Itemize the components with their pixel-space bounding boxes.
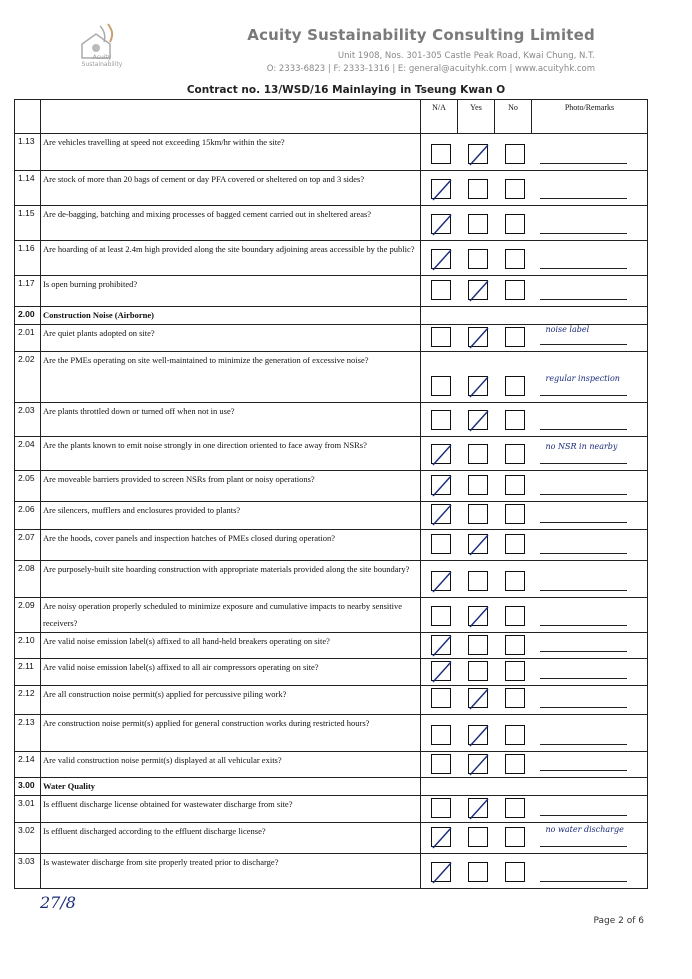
checkbox-no[interactable] bbox=[505, 688, 525, 708]
cell-yes bbox=[458, 134, 495, 171]
handwritten-remark: no NSR in nearby bbox=[545, 442, 618, 451]
section-row bbox=[15, 307, 648, 325]
checkbox-na[interactable] bbox=[431, 280, 451, 300]
checkbox-no[interactable] bbox=[505, 827, 525, 847]
question-text: Are the plants known to emit noise strongly in one direction oriented to face away from NSRs? bbox=[41, 437, 421, 471]
table-row bbox=[15, 686, 648, 715]
checkbox-na[interactable] bbox=[431, 725, 451, 745]
checkbox-no[interactable] bbox=[505, 862, 525, 882]
item-number: 2.12 bbox=[15, 686, 41, 715]
remarks-line[interactable] bbox=[540, 429, 628, 430]
item-number: 2.04 bbox=[15, 437, 41, 471]
item-number: 2.11 bbox=[15, 659, 41, 686]
checkbox-na[interactable] bbox=[431, 862, 451, 882]
cell-na bbox=[421, 276, 458, 307]
item-number: 3.01 bbox=[15, 796, 41, 823]
cell-no bbox=[495, 471, 532, 502]
checkbox-na[interactable] bbox=[431, 376, 451, 396]
cell-na bbox=[421, 403, 458, 437]
cell-yes bbox=[458, 502, 495, 530]
cell-no bbox=[495, 659, 532, 686]
checkbox-yes[interactable] bbox=[468, 214, 488, 234]
header-na: N/A bbox=[421, 100, 458, 134]
cell-no bbox=[495, 633, 532, 659]
checkbox-no[interactable] bbox=[505, 571, 525, 591]
company-address: Unit 1908, Nos. 301-305 Castle Peak Road, Kwai Chung, N.T. bbox=[337, 51, 595, 61]
item-number: 3.02 bbox=[15, 823, 41, 854]
cell-yes bbox=[458, 715, 495, 752]
checkbox-na[interactable] bbox=[431, 661, 451, 681]
remarks-cell bbox=[532, 276, 648, 307]
table-row bbox=[15, 206, 648, 241]
cell-na bbox=[421, 502, 458, 530]
checkbox-no[interactable] bbox=[505, 410, 525, 430]
remarks-cell bbox=[532, 403, 648, 437]
remarks-cell bbox=[532, 715, 648, 752]
item-number: 2.08 bbox=[15, 561, 41, 598]
cell-na bbox=[421, 530, 458, 561]
company-contact: O: 2333-6823 | F: 2333-1316 | E: general@acuityhk.com | www.acuityhk.com bbox=[266, 64, 595, 74]
checkbox-no[interactable] bbox=[505, 661, 525, 681]
remarks-line[interactable] bbox=[540, 299, 628, 300]
table-row bbox=[15, 171, 648, 206]
question-text: Are vehicles travelling at speed not exceeding 15km/hr within the site? bbox=[41, 134, 421, 171]
checkbox-na[interactable] bbox=[431, 410, 451, 430]
cell-na bbox=[421, 598, 458, 633]
table-row bbox=[15, 598, 648, 633]
cell-yes bbox=[458, 530, 495, 561]
item-number: 2.06 bbox=[15, 502, 41, 530]
cell-no bbox=[495, 854, 532, 889]
cell-yes bbox=[458, 403, 495, 437]
remarks-line[interactable] bbox=[540, 590, 628, 591]
checkbox-yes[interactable] bbox=[468, 144, 488, 164]
checkbox-yes[interactable] bbox=[468, 475, 488, 495]
remarks-line[interactable] bbox=[540, 744, 628, 745]
cell-no bbox=[495, 241, 532, 276]
check-mark-icon bbox=[430, 212, 454, 238]
remarks-cell bbox=[532, 796, 648, 823]
question-text: Are valid noise emission label(s) affixed to all air compressors operating on site? bbox=[41, 659, 421, 686]
section-row bbox=[15, 778, 648, 796]
handwritten-remark: no water discharge bbox=[545, 825, 624, 834]
checkbox-na[interactable] bbox=[431, 327, 451, 347]
cell-yes bbox=[458, 171, 495, 206]
remarks-cell bbox=[532, 778, 648, 796]
check-mark-icon bbox=[430, 442, 454, 468]
checkbox-na[interactable] bbox=[431, 798, 451, 818]
checkbox-yes[interactable] bbox=[468, 827, 488, 847]
remarks-line[interactable] bbox=[540, 625, 628, 626]
remarks-cell bbox=[532, 598, 648, 633]
page-number: Page 2 of 6 bbox=[593, 916, 644, 926]
cell-no bbox=[495, 752, 532, 778]
question-text: Are moveable barriers provided to screen NSRs from plant or noisy operations? bbox=[41, 471, 421, 502]
table-row bbox=[15, 561, 648, 598]
cell-yes bbox=[458, 471, 495, 502]
check-mark-icon bbox=[467, 408, 491, 434]
cell-yes bbox=[458, 325, 495, 352]
checkbox-yes[interactable] bbox=[468, 534, 488, 554]
item-number: 2.14 bbox=[15, 752, 41, 778]
table-row bbox=[15, 276, 648, 307]
checkbox-yes[interactable] bbox=[468, 606, 488, 626]
header-no bbox=[15, 100, 41, 134]
remarks-line[interactable] bbox=[540, 463, 628, 464]
question-text: Are de-bagging, batching and mixing processes of bagged cement carried out in sheltered areas? bbox=[41, 206, 421, 241]
check-mark-icon bbox=[467, 796, 491, 822]
checkbox-no[interactable] bbox=[505, 504, 525, 524]
cell-no bbox=[495, 325, 532, 352]
section-title: Construction Noise (Airborne) bbox=[41, 307, 421, 325]
remarks-cell bbox=[532, 241, 648, 276]
checkbox-na[interactable] bbox=[431, 606, 451, 626]
cell-no bbox=[495, 715, 532, 752]
table-row bbox=[15, 752, 648, 778]
checkbox-no[interactable] bbox=[505, 606, 525, 626]
cell-na bbox=[421, 561, 458, 598]
table-row bbox=[15, 715, 648, 752]
handwritten-date: 27/8 bbox=[40, 893, 76, 912]
cell-yes bbox=[458, 276, 495, 307]
cell-na bbox=[421, 171, 458, 206]
remarks-line[interactable] bbox=[540, 198, 628, 199]
checkbox-na[interactable] bbox=[431, 249, 451, 269]
cell-yes bbox=[458, 778, 495, 796]
checkbox-no[interactable] bbox=[505, 754, 525, 774]
cell-yes bbox=[458, 659, 495, 686]
check-mark-icon bbox=[430, 659, 454, 685]
checkbox-yes[interactable] bbox=[468, 179, 488, 199]
page-title: Contract no. 13/WSD/16 Mainlaying in Tseung Kwan O bbox=[186, 84, 506, 96]
check-mark-icon bbox=[467, 604, 491, 630]
cell-no bbox=[495, 134, 532, 171]
check-mark-icon bbox=[430, 177, 454, 203]
question-text: Are the hoods, cover panels and inspection hatches of PMEs closed during operation? bbox=[41, 530, 421, 561]
remarks-line[interactable] bbox=[540, 395, 628, 396]
checkbox-yes[interactable] bbox=[468, 571, 488, 591]
cell-no bbox=[495, 307, 532, 325]
header-yes: Yes bbox=[458, 100, 495, 134]
remarks-line[interactable] bbox=[540, 770, 628, 771]
cell-na bbox=[421, 352, 458, 403]
cell-yes bbox=[458, 686, 495, 715]
item-number: 2.09 bbox=[15, 598, 41, 633]
table-row bbox=[15, 403, 648, 437]
question-text: Is open burning prohibited? bbox=[41, 276, 421, 307]
cell-no bbox=[495, 686, 532, 715]
checklist-table bbox=[14, 99, 648, 889]
remarks-cell bbox=[532, 325, 648, 352]
table-row bbox=[15, 471, 648, 502]
remarks-cell bbox=[532, 134, 648, 171]
remarks-cell bbox=[532, 471, 648, 502]
check-mark-icon bbox=[467, 532, 491, 558]
question-text: Is wastewater discharge from site properly treated prior to discharge? bbox=[41, 854, 421, 889]
cell-yes bbox=[458, 352, 495, 403]
checkbox-no[interactable] bbox=[505, 179, 525, 199]
checkbox-yes[interactable] bbox=[468, 754, 488, 774]
item-number: 2.02 bbox=[15, 352, 41, 403]
cell-na bbox=[421, 686, 458, 715]
item-number: 1.16 bbox=[15, 241, 41, 276]
remarks-cell bbox=[532, 633, 648, 659]
remarks-cell bbox=[532, 854, 648, 889]
cell-yes bbox=[458, 206, 495, 241]
cell-yes bbox=[458, 561, 495, 598]
remarks-line[interactable] bbox=[540, 707, 628, 708]
item-number: 2.07 bbox=[15, 530, 41, 561]
cell-no bbox=[495, 352, 532, 403]
question-text: Are the PMEs operating on site well-maintained to minimize the generation of excessive noise? bbox=[41, 352, 421, 403]
checkbox-yes[interactable] bbox=[468, 661, 488, 681]
checkbox-yes[interactable] bbox=[468, 725, 488, 745]
question-text: Is effluent discharged according to the effluent discharge license? bbox=[41, 823, 421, 854]
question-text: Are quiet plants adopted on site? bbox=[41, 325, 421, 352]
remarks-cell bbox=[532, 352, 648, 403]
item-number: 2.13 bbox=[15, 715, 41, 752]
checkbox-yes[interactable] bbox=[468, 798, 488, 818]
checkbox-no[interactable] bbox=[505, 444, 525, 464]
cell-na bbox=[421, 206, 458, 241]
checkbox-yes[interactable] bbox=[468, 280, 488, 300]
question-text: Is effluent discharge license obtained for wastewater discharge from site? bbox=[41, 796, 421, 823]
cell-na bbox=[421, 325, 458, 352]
remarks-line[interactable] bbox=[540, 522, 628, 523]
remarks-cell bbox=[532, 171, 648, 206]
header-question bbox=[41, 100, 421, 134]
check-mark-icon bbox=[467, 752, 491, 778]
cell-yes bbox=[458, 854, 495, 889]
check-mark-icon bbox=[430, 825, 454, 851]
cell-yes bbox=[458, 241, 495, 276]
check-mark-icon bbox=[467, 278, 491, 304]
question-text: Are construction noise permit(s) applied for general construction works during restricted hours? bbox=[41, 715, 421, 752]
item-number: 2.00 bbox=[15, 307, 41, 325]
checkbox-na[interactable] bbox=[431, 534, 451, 554]
cell-no bbox=[495, 561, 532, 598]
item-number: 2.03 bbox=[15, 403, 41, 437]
check-mark-icon bbox=[430, 569, 454, 595]
remarks-line[interactable] bbox=[540, 815, 628, 816]
checkbox-no[interactable] bbox=[505, 214, 525, 234]
remarks-cell bbox=[532, 530, 648, 561]
remarks-line[interactable] bbox=[540, 846, 628, 847]
section-title: Water Quality bbox=[41, 778, 421, 796]
item-number: 1.15 bbox=[15, 206, 41, 241]
cell-no bbox=[495, 171, 532, 206]
header-remarks: Photo/Remarks bbox=[532, 100, 648, 134]
remarks-line[interactable] bbox=[540, 651, 628, 652]
checkbox-yes[interactable] bbox=[468, 249, 488, 269]
checkbox-yes[interactable] bbox=[468, 504, 488, 524]
cell-na bbox=[421, 471, 458, 502]
check-mark-icon bbox=[467, 686, 491, 712]
check-mark-icon bbox=[467, 374, 491, 400]
table-row bbox=[15, 530, 648, 561]
question-text: Are plants throttled down or turned off when not in use? bbox=[41, 403, 421, 437]
cell-no bbox=[495, 823, 532, 854]
checkbox-no[interactable] bbox=[505, 144, 525, 164]
checkbox-na[interactable] bbox=[431, 214, 451, 234]
checkbox-no[interactable] bbox=[505, 376, 525, 396]
remarks-cell bbox=[532, 823, 648, 854]
checkbox-no[interactable] bbox=[505, 327, 525, 347]
question-text: Are silencers, mufflers and enclosures provided to plants? bbox=[41, 502, 421, 530]
item-number: 2.10 bbox=[15, 633, 41, 659]
checkbox-na[interactable] bbox=[431, 475, 451, 495]
check-mark-icon bbox=[467, 723, 491, 749]
checkbox-no[interactable] bbox=[505, 725, 525, 745]
checkbox-na[interactable] bbox=[431, 179, 451, 199]
cell-yes bbox=[458, 633, 495, 659]
remarks-line[interactable] bbox=[540, 881, 628, 882]
remarks-cell bbox=[532, 686, 648, 715]
cell-na bbox=[421, 134, 458, 171]
cell-na bbox=[421, 715, 458, 752]
item-number: 2.05 bbox=[15, 471, 41, 502]
checkbox-na[interactable] bbox=[431, 504, 451, 524]
checkbox-na[interactable] bbox=[431, 754, 451, 774]
cell-no bbox=[495, 796, 532, 823]
cell-no bbox=[495, 206, 532, 241]
remarks-line[interactable] bbox=[540, 678, 628, 679]
table-row bbox=[15, 241, 648, 276]
item-number: 3.00 bbox=[15, 778, 41, 796]
cell-no bbox=[495, 437, 532, 471]
remarks-cell bbox=[532, 437, 648, 471]
check-mark-icon bbox=[467, 142, 491, 168]
cell-na bbox=[421, 752, 458, 778]
table-row bbox=[15, 823, 648, 854]
item-number: 3.03 bbox=[15, 854, 41, 889]
cell-yes bbox=[458, 796, 495, 823]
table-row bbox=[15, 502, 648, 530]
cell-no bbox=[495, 530, 532, 561]
checkbox-na[interactable] bbox=[431, 144, 451, 164]
item-number: 1.17 bbox=[15, 276, 41, 307]
cell-no bbox=[495, 598, 532, 633]
checkbox-no[interactable] bbox=[505, 475, 525, 495]
checkbox-na[interactable] bbox=[431, 688, 451, 708]
check-mark-icon bbox=[430, 860, 454, 886]
table-row bbox=[15, 659, 648, 686]
remarks-cell bbox=[532, 659, 648, 686]
remarks-line[interactable] bbox=[540, 553, 628, 554]
cell-no bbox=[495, 778, 532, 796]
remarks-line[interactable] bbox=[540, 268, 628, 269]
checkbox-yes[interactable] bbox=[468, 410, 488, 430]
remarks-cell bbox=[532, 307, 648, 325]
cell-yes bbox=[458, 307, 495, 325]
remarks-cell bbox=[532, 561, 648, 598]
table-row bbox=[15, 796, 648, 823]
checkbox-no[interactable] bbox=[505, 534, 525, 554]
cell-na bbox=[421, 633, 458, 659]
table-row bbox=[15, 352, 648, 403]
question-text: Are purposely-built site hoarding construction with appropriate materials provided along the site boundary? bbox=[41, 561, 421, 598]
header-no-col: No bbox=[495, 100, 532, 134]
remarks-line[interactable] bbox=[540, 163, 628, 164]
item-number: 2.01 bbox=[15, 325, 41, 352]
remarks-line[interactable] bbox=[540, 233, 628, 234]
checkbox-yes[interactable] bbox=[468, 444, 488, 464]
table-row bbox=[15, 633, 648, 659]
checkbox-yes[interactable] bbox=[468, 635, 488, 655]
cell-na bbox=[421, 823, 458, 854]
checkbox-no[interactable] bbox=[505, 635, 525, 655]
checkbox-no[interactable] bbox=[505, 798, 525, 818]
question-text: Are stock of more than 20 bags of cement or day PFA covered or sheltered on top and 3 sides? bbox=[41, 171, 421, 206]
check-mark-icon bbox=[430, 473, 454, 499]
cell-no bbox=[495, 502, 532, 530]
company-name: Acuity Sustainability Consulting Limited bbox=[247, 26, 595, 44]
remarks-line[interactable] bbox=[540, 494, 628, 495]
cell-na bbox=[421, 307, 458, 325]
checkbox-yes[interactable] bbox=[468, 327, 488, 347]
question-text: Are noisy operation properly scheduled to minimize exposure and cumulative impacts to nearby sensitive receivers? bbox=[41, 598, 421, 633]
cell-na bbox=[421, 437, 458, 471]
handwritten-remark: regular inspection bbox=[545, 374, 620, 383]
question-text: Are all construction noise permit(s) applied for percussive piling work? bbox=[41, 686, 421, 715]
cell-yes bbox=[458, 823, 495, 854]
cell-na bbox=[421, 778, 458, 796]
checkbox-yes[interactable] bbox=[468, 376, 488, 396]
question-text: Are valid construction noise permit(s) displayed at all vehicular exits? bbox=[41, 752, 421, 778]
check-mark-icon bbox=[430, 247, 454, 273]
table-row bbox=[15, 437, 648, 471]
checkbox-na[interactable] bbox=[431, 635, 451, 655]
checkbox-yes[interactable] bbox=[468, 688, 488, 708]
cell-na bbox=[421, 854, 458, 889]
cell-yes bbox=[458, 598, 495, 633]
checkbox-no[interactable] bbox=[505, 249, 525, 269]
remarks-cell bbox=[532, 502, 648, 530]
table-row bbox=[15, 854, 648, 889]
cell-no bbox=[495, 403, 532, 437]
cell-yes bbox=[458, 752, 495, 778]
checkbox-no[interactable] bbox=[505, 280, 525, 300]
handwritten-remark: noise label bbox=[545, 325, 590, 334]
check-mark-icon bbox=[467, 325, 491, 351]
table-row bbox=[15, 134, 648, 171]
table-header-row bbox=[15, 100, 648, 134]
checkbox-na[interactable] bbox=[431, 444, 451, 464]
check-mark-icon bbox=[430, 502, 454, 528]
question-text: Are valid noise emission label(s) affixed to all hand-held breakers operating on site? bbox=[41, 633, 421, 659]
logo-text: Acuity Sustainability bbox=[81, 54, 123, 68]
cell-na bbox=[421, 241, 458, 276]
remarks-cell bbox=[532, 206, 648, 241]
remarks-cell bbox=[532, 752, 648, 778]
cell-na bbox=[421, 796, 458, 823]
checkbox-na[interactable] bbox=[431, 571, 451, 591]
cell-yes bbox=[458, 437, 495, 471]
checkbox-yes[interactable] bbox=[468, 862, 488, 882]
item-number: 1.14 bbox=[15, 171, 41, 206]
question-text: Are hoarding of at least 2.4m high provided along the site boundary adjoining areas accessible by the public? bbox=[41, 241, 421, 276]
table-row bbox=[15, 325, 648, 352]
cell-no bbox=[495, 276, 532, 307]
remarks-line[interactable] bbox=[540, 344, 628, 345]
cell-na bbox=[421, 659, 458, 686]
item-number: 1.13 bbox=[15, 134, 41, 171]
checkbox-na[interactable] bbox=[431, 827, 451, 847]
check-mark-icon bbox=[430, 633, 454, 659]
